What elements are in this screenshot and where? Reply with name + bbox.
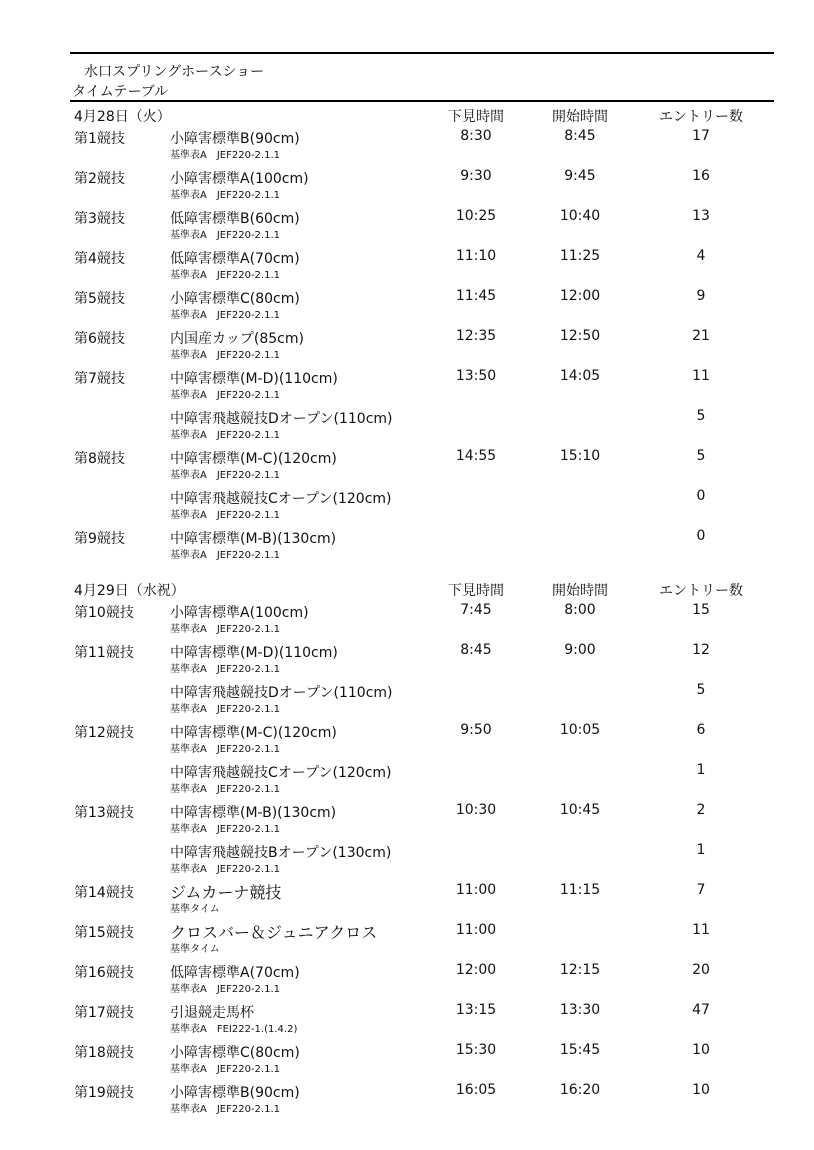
class-name: 小障害標準B(90cm) <box>170 1085 300 1101</box>
event-number: 第2競技 <box>74 171 125 187</box>
header-start-time-text: 開始時間 <box>552 109 608 125</box>
scoring-table: 基準表A JEF220-2.1.1 <box>170 864 280 875</box>
schedule-row <box>0 882 814 915</box>
schedule-row <box>0 448 814 481</box>
scoring-table: 基準表A JEF220-2.1.1 <box>170 704 280 715</box>
event-number: 第9競技 <box>74 531 125 547</box>
entry-count-text: 1 <box>696 842 706 858</box>
class-name: 中障害標準(M-B)(130cm) <box>170 805 337 821</box>
scoring-table: 基準表A JEF220-2.1.1 <box>170 664 280 675</box>
start-time-text: 15:45 <box>559 1042 601 1058</box>
scoring-table: 基準表A JEF220-2.1.1 <box>170 470 280 481</box>
scoring-table: 基準タイム <box>170 944 220 955</box>
class-name: 内国産カップ(85cm) <box>170 331 304 347</box>
event-number: 第15競技 <box>74 925 134 941</box>
scoring-table: 基準表A JEF220-2.1.1 <box>170 1064 280 1075</box>
class-name: 中障害標準(M-C)(120cm) <box>170 451 337 467</box>
entry-count-text: 15 <box>692 602 710 618</box>
class-name: 低障害標準A(70cm) <box>170 965 300 981</box>
start-time-text: 14:05 <box>559 368 601 384</box>
warmup-time-text: 13:15 <box>455 1002 497 1018</box>
schedule-row <box>0 288 814 321</box>
scoring-table: 基準表A JEF220-2.1.1 <box>170 784 280 795</box>
entry-count-text: 12 <box>692 642 710 658</box>
scoring-table: 基準表A JEF220-2.1.1 <box>170 510 280 521</box>
entry-count-text: 10 <box>692 1042 710 1058</box>
start-time-text: 12:00 <box>559 288 601 304</box>
entry-count-text: 5 <box>696 682 706 698</box>
document-subtitle: タイムテーブル <box>72 84 169 100</box>
scoring-table: 基準表A JEF220-2.1.1 <box>170 150 280 161</box>
scoring-table: 基準表A FEI222-1.(1.4.2) <box>170 1024 298 1035</box>
warmup-time-text: 8:30 <box>460 128 492 144</box>
warmup-time-text: 15:30 <box>455 1042 497 1058</box>
event-number: 第14競技 <box>74 885 134 901</box>
entry-count-text: 20 <box>692 962 710 978</box>
scoring-table: 基準表A JEF220-2.1.1 <box>170 310 280 321</box>
schedule-row <box>0 842 814 875</box>
scoring-table: 基準表A JEF220-2.1.1 <box>170 824 280 835</box>
class-name: 中障害標準(M-D)(110cm) <box>170 371 338 387</box>
class-name: 小障害標準B(90cm) <box>170 131 300 147</box>
warmup-time-text: 11:10 <box>455 248 497 264</box>
schedule-row <box>0 128 814 161</box>
entry-count-text: 17 <box>692 128 710 144</box>
scoring-table: 基準表A JEF220-2.1.1 <box>170 390 280 401</box>
schedule-row <box>0 408 814 441</box>
header-warmup-time-text: 下見時間 <box>448 109 504 125</box>
warmup-time-text: 9:50 <box>460 722 492 738</box>
class-name: 引退競走馬杯 <box>170 1005 254 1021</box>
class-name: 中障害標準(M-D)(110cm) <box>170 645 338 661</box>
start-time-text: 11:25 <box>559 248 601 264</box>
class-name: 低障害標準B(60cm) <box>170 211 300 227</box>
warmup-time-text: 13:50 <box>455 368 497 384</box>
class-name: 中障害飛越競技Bオープン(130cm) <box>170 845 392 861</box>
schedule-row <box>0 762 814 795</box>
entry-count-text: 4 <box>696 248 706 264</box>
event-number: 第10競技 <box>74 605 134 621</box>
entry-count-text: 2 <box>696 802 706 818</box>
entry-count-text: 7 <box>696 882 706 898</box>
class-name: 低障害標準A(70cm) <box>170 251 300 267</box>
schedule-row <box>0 802 814 835</box>
event-number: 第12競技 <box>74 725 134 741</box>
class-name: 小障害標準A(100cm) <box>170 605 309 621</box>
header-rule <box>70 100 774 102</box>
event-number: 第16競技 <box>74 965 134 981</box>
start-time-text: 16:20 <box>559 1082 601 1098</box>
day-header-row <box>0 580 814 600</box>
entry-count-text: 47 <box>692 1002 710 1018</box>
start-time-text: 15:10 <box>559 448 601 464</box>
class-name: 小障害標準C(80cm) <box>170 1045 300 1061</box>
entry-count-text: 13 <box>692 208 710 224</box>
warmup-time-text: 8:45 <box>460 642 492 658</box>
class-name: 中障害飛越競技Dオープン(110cm) <box>170 685 393 701</box>
entry-count-text: 0 <box>696 528 706 544</box>
header-entries-text: エントリー数 <box>659 583 743 599</box>
entry-count-text: 5 <box>696 408 706 424</box>
day-date: 4月29日（水祝） <box>74 583 185 599</box>
schedule-row <box>0 368 814 401</box>
scoring-table: 基準表A JEF220-2.1.1 <box>170 1104 280 1115</box>
class-name: 中障害標準(M-C)(120cm) <box>170 725 337 741</box>
scoring-table: 基準表A JEF220-2.1.1 <box>170 624 280 635</box>
class-name: 中障害飛越競技Cオープン(120cm) <box>170 491 392 507</box>
schedule-row <box>0 528 814 561</box>
start-time-text: 12:50 <box>559 328 601 344</box>
start-time-text: 12:15 <box>559 962 601 978</box>
scoring-table: 基準表A JEF220-2.1.1 <box>170 350 280 361</box>
event-title: 水口スプリングホースショー <box>84 64 265 80</box>
entry-count-text: 16 <box>692 168 710 184</box>
start-time-text: 9:45 <box>564 168 596 184</box>
warmup-time-text: 11:45 <box>455 288 497 304</box>
day-date: 4月28日（火） <box>74 109 171 125</box>
scoring-table: 基準表A JEF220-2.1.1 <box>170 270 280 281</box>
entry-count-text: 11 <box>692 922 710 938</box>
schedule-row <box>0 1042 814 1075</box>
start-time-text: 10:05 <box>559 722 601 738</box>
scoring-table: 基準表A JEF220-2.1.1 <box>170 984 280 995</box>
event-number: 第17競技 <box>74 1005 134 1021</box>
schedule-row <box>0 1002 814 1035</box>
scoring-table: 基準表A JEF220-2.1.1 <box>170 190 280 201</box>
event-number: 第6競技 <box>74 331 125 347</box>
entry-count-text: 1 <box>696 762 706 778</box>
warmup-time-text: 11:00 <box>455 922 497 938</box>
event-number: 第7競技 <box>74 371 125 387</box>
schedule-row <box>0 248 814 281</box>
warmup-time-text: 10:25 <box>455 208 497 224</box>
schedule-row <box>0 722 814 755</box>
schedule-row <box>0 488 814 521</box>
class-name: 小障害標準C(80cm) <box>170 291 300 307</box>
warmup-time-text: 10:30 <box>455 802 497 818</box>
entry-count-text: 21 <box>692 328 710 344</box>
schedule-row <box>0 168 814 201</box>
event-number: 第8競技 <box>74 451 125 467</box>
header-warmup-time-text: 下見時間 <box>448 583 504 599</box>
class-name: クロスバー＆ジュニアクロス <box>170 923 378 942</box>
warmup-time-text: 12:35 <box>455 328 497 344</box>
class-name: 中障害飛越競技Cオープン(120cm) <box>170 765 392 781</box>
event-number: 第19競技 <box>74 1085 134 1101</box>
entry-count-text: 9 <box>696 288 706 304</box>
warmup-time-text: 11:00 <box>455 882 497 898</box>
entry-count-text: 10 <box>692 1082 710 1098</box>
event-number: 第11競技 <box>74 645 134 661</box>
start-time-text: 10:45 <box>559 802 601 818</box>
header-start-time-text: 開始時間 <box>552 583 608 599</box>
start-time-text: 13:30 <box>559 1002 601 1018</box>
event-number: 第3競技 <box>74 211 125 227</box>
schedule-row <box>0 642 814 675</box>
start-time-text: 10:40 <box>559 208 601 224</box>
day-header-row <box>0 106 814 126</box>
entry-count-text: 6 <box>696 722 706 738</box>
entry-count-text: 5 <box>696 448 706 464</box>
warmup-time-text: 9:30 <box>460 168 492 184</box>
schedule-row <box>0 682 814 715</box>
start-time-text: 9:00 <box>564 642 596 658</box>
scoring-table: 基準タイム <box>170 904 220 915</box>
schedule-row <box>0 962 814 995</box>
class-name: 小障害標準A(100cm) <box>170 171 309 187</box>
warmup-time-text: 12:00 <box>455 962 497 978</box>
schedule-row <box>0 328 814 361</box>
schedule-row <box>0 208 814 241</box>
event-number: 第5競技 <box>74 291 125 307</box>
event-number: 第4競技 <box>74 251 125 267</box>
warmup-time-text: 16:05 <box>455 1082 497 1098</box>
class-name: 中障害飛越競技Dオープン(110cm) <box>170 411 393 427</box>
warmup-time-text: 14:55 <box>455 448 497 464</box>
scoring-table: 基準表A JEF220-2.1.1 <box>170 230 280 241</box>
start-time-text: 8:00 <box>564 602 596 618</box>
warmup-time-text: 7:45 <box>460 602 492 618</box>
class-name: 中障害標準(M-B)(130cm) <box>170 531 337 547</box>
header-entries-text: エントリー数 <box>659 109 743 125</box>
event-number: 第1競技 <box>74 131 125 147</box>
entry-count-text: 11 <box>692 368 710 384</box>
start-time-text: 8:45 <box>564 128 596 144</box>
entry-count-text: 0 <box>696 488 706 504</box>
top-rule <box>70 52 774 54</box>
schedule-row <box>0 1082 814 1115</box>
start-time-text: 11:15 <box>559 882 601 898</box>
scoring-table: 基準表A JEF220-2.1.1 <box>170 550 280 561</box>
event-number: 第18競技 <box>74 1045 134 1061</box>
class-name: ジムカーナ競技 <box>170 883 282 902</box>
schedule-row <box>0 922 814 955</box>
scoring-table: 基準表A JEF220-2.1.1 <box>170 744 280 755</box>
event-number: 第13競技 <box>74 805 134 821</box>
schedule-row <box>0 602 814 635</box>
scoring-table: 基準表A JEF220-2.1.1 <box>170 430 280 441</box>
